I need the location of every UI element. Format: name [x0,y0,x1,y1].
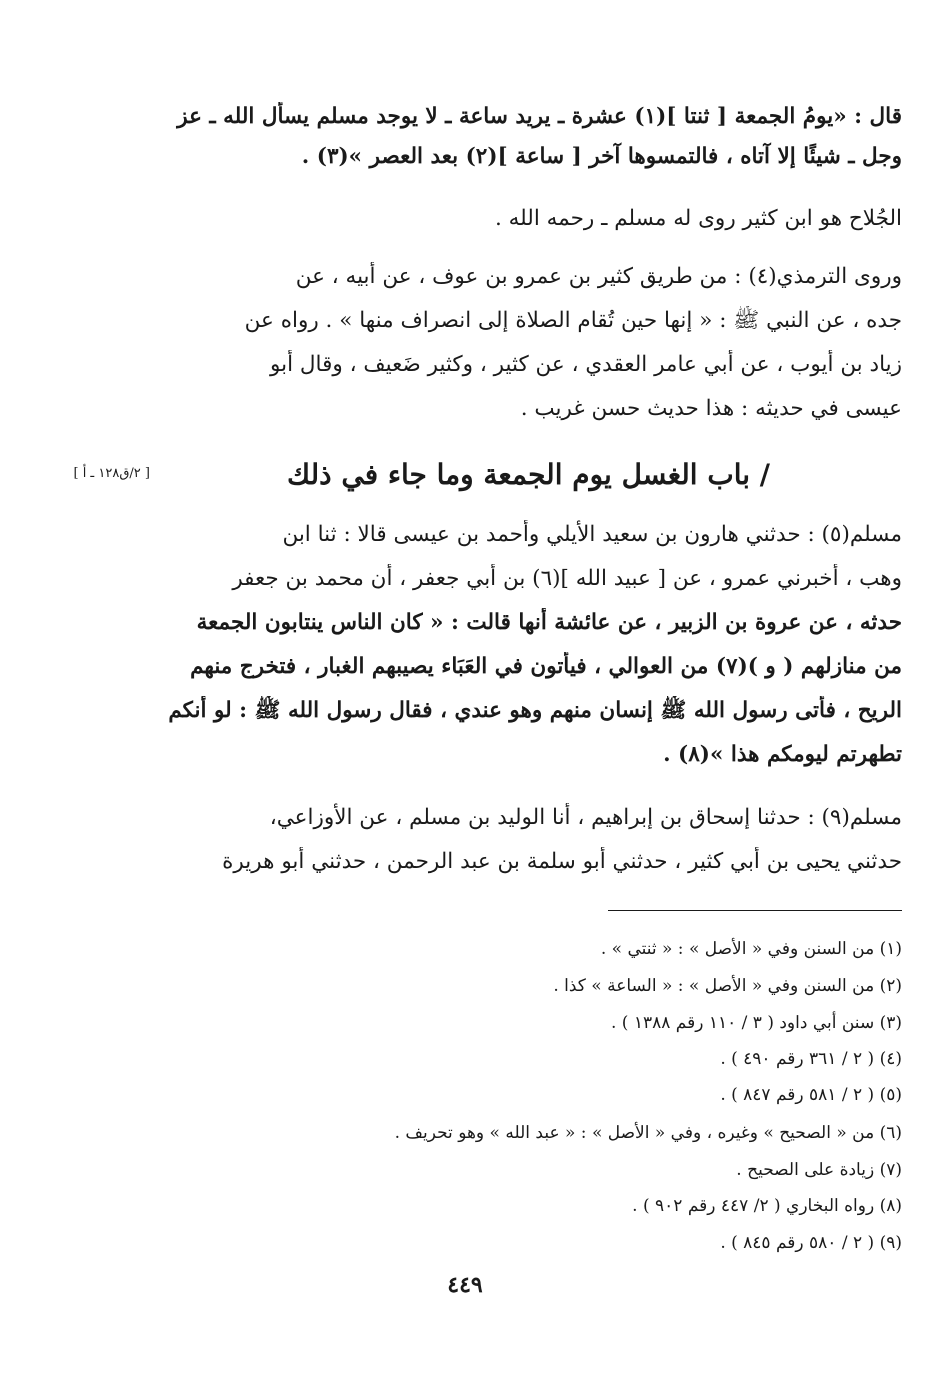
footnote: (٨) رواه البخاري ( ٢/ ٤٤٧ رقم ٩٠٢ ) . [632,1196,902,1216]
text-block-2 [165,515,902,895]
footnote-separator [608,910,902,911]
footnote: (٩) ( ٢ / ٥٨٠ رقم ٨٤٥ ) . [720,1233,902,1253]
body-line: مسلم(٩) : حدثنا إسحاق بن إبراهيم ، أنا الوليد بن مسلم ، عن الأوزاعي، [269,805,902,830]
page-number: ٤٤٩ [447,1272,483,1298]
footnote: (٢) من السنن وفي « الأصل » : « الساعة » كذا . [553,976,902,996]
body-line: حدثه ، عن عروة بن الزبير ، عن عائشة أنها قالت : « كان الناس ينتابون الجمعة [196,610,902,635]
body-line: تطهرتم ليومكم هذا »(٨) . [663,742,902,767]
footnote: (٤) ( ٢ / ٣٦١ رقم ٤٩٠ ) . [720,1049,902,1069]
body-line: مسلم(٥) : حدثني هارون بن سعيد الأيلي وأحمد بن عيسى قالا : ثنا ابن [282,522,902,547]
body-line: جده ، عن النبي ﷺ : « إنها حين تُقام الصلاة إلى انصراف منها » . رواه عن [244,308,902,333]
footnote: (٥) ( ٢ / ٥٨١ رقم ٨٤٧ ) . [720,1085,902,1105]
text-block-1 [165,96,902,436]
margin-manuscript-note: [ ٢/ق١٢٨ ـ أ ] [73,466,150,481]
body-line: الريح ، فأتى رسول الله ﷺ إنسان منهم وهو عندي ، فقال رسول الله ﷺ : لو أنكم [168,698,902,723]
footnote: (١) من السنن وفي « الأصل » : « ثنتي » . [600,939,902,959]
body-line: زياد بن أيوب ، عن أبي عامر العقدي ، عن كثير ، وكثير ضَعيف ، وقال أبو [270,352,902,377]
body-line: من منازلهم ( و )(٧) من العوالي ، فيأتون في العَبَاء يصيبهم الغبار ، فتخرج منهم [190,654,902,679]
footnote: (٦) من « الصحيح » وغيره ، وفي « الأصل » : « عبد الله » وهو تحريف . [394,1123,902,1143]
body-line: الجُلاح هو ابن كثير روى له مسلم ـ رحمه الله . [494,206,902,231]
body-line: وجل ـ شيئًا إلا آتاه ، فالتمسوها آخر [ ساعة ](٢) بعد العصر »(٣) . [301,144,902,169]
body-line: وروى الترمذي(٤) : من طريق كثير بن عمرو بن عوف ، عن أبيه ، عن [295,264,902,289]
footnote: (٣) سنن أبي داود ( ٣ / ١١٠ رقم ١٣٨٨ ) . [610,1013,902,1033]
body-line: حدثني يحيى بن أبي كثير ، حدثني أبو سلمة بن عبد الرحمن ، حدثني أبو هريرة [222,849,902,874]
body-line: عيسى في حديثه : هذا حديث حسن غريب . [520,396,902,421]
footnote: (٧) زيادة على الصحيح . [736,1160,902,1180]
body-line: وهب ، أخبرني عمرو ، عن [ عبيد الله ](٦) بن أبي جعفر ، أن محمد بن جعفر [232,566,902,591]
body-line: قال : «يومُ الجمعة [ ثنتا ](١) عشرة ـ يريد ساعة ـ لا يوجد مسلم يسأل الله ـ عز [177,104,902,129]
chapter-heading: / باب الغسل يوم الجمعة وما جاء في ذلك [287,458,770,491]
